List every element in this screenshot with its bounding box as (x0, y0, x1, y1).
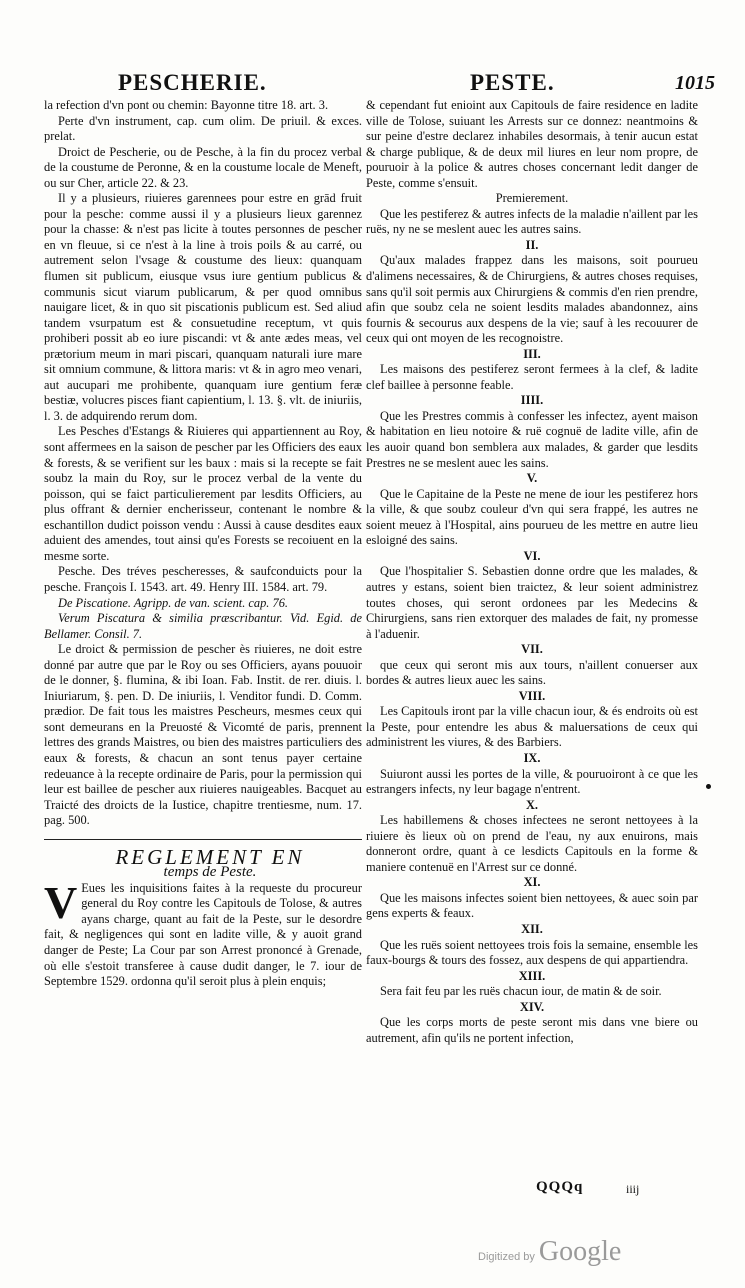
google-logo: Google (538, 1236, 622, 1267)
article-heading: IX. (523, 750, 541, 765)
section-subtitle: temps de Peste. (163, 864, 257, 881)
article-text: Qu'aux malades frappez dans les maisons, soit pourueu d'alimens necessaires, & de Chirurgiens, & autres choses requises, sans qu'il soit permis aux Chirurgiens & commis d'en rien prendre, afin que soubz cela ne soient lesdits malades abandonnez, ains fournis & secourus aux despens de la vie; sauf à les recouurer de ceux qui ont moyen de les recognoistre. (366, 253, 698, 346)
article-text: Que les ruës soient nettoyees trois fois la semaine, ensemble les faux-bourgs & tours des fossez, aux despens de qui appartiendra. (366, 937, 698, 968)
article-heading: VIII. (518, 688, 546, 703)
right-running-head: PESTE. (470, 70, 555, 95)
paragraph: Les Pesches d'Estangs & Riuieres qui appartiennent au Roy, sont affermees en la saison de pescher par les Officiers des eaux & forests, & se verifient sur les baux : mais si la recepte se fait soubz la main du Roy, sur le procez verbal de la vente du poisson, qui se faict particulierement par lesdits Officiers, au plus offrant & dernier encherisseur, contenant le nombre & eschantillon dudict poisson vendu : Aussi à cause desdites eaux aduient des amendes, tout ainsi qu'es Forests se recoiuent en la mesme sorte. (44, 424, 362, 563)
left-column (44, 98, 362, 990)
section-title: REGLEMENT EN (115, 844, 305, 869)
intro-paragraph: & cependant fut enioint aux Capitouls de faire residence en ladite ville de Tolose, suiuant les Arrests sur ce donnez: neantmoins & sur peine d'estre declarez inhabiles desormais, à tenir aucun estat & charge publique, & de deux mil liures en leur nom propre, de pouruoir à la police & autres choses concernant ledit danger de Peste, comme s'ensuit. (366, 98, 698, 190)
drop-cap: V (44, 876, 78, 928)
article-heading: IIII. (520, 393, 544, 408)
article-text: Les maisons des pestiferez seront fermees à la clef, & ladite clef baillee à personne feable. (366, 362, 698, 392)
catchword: QQQq (536, 1179, 584, 1195)
article-list (366, 191, 698, 1046)
article-text: Les Capitouls iront par la ville chacun iour, & és endroits où est la Peste, pour entendre les abus & maluersations de ceux qui administrent les viures, & des Barbiers. (366, 704, 698, 750)
reglement-text: Eues les inquisitions faites à la requeste du procureur general du Roy contre les Capitouls de Tolose, & autres ayans charge, quant au fait de la Peste, sur le desordre fait, & negligences qui sont en ladite ville, & y auoit grand danger de Peste; La Cour par son Arrest prononcé à Grenade, où elle s'estoit transferee à cause dudit danger, le 7. iour de Septembre 1529. ordonna qu'il seroit plus à plein enquis; (44, 880, 362, 989)
article-heading: VII. (521, 642, 543, 657)
page-number: 1015 (675, 72, 715, 94)
signature-mark: iiij (626, 1182, 640, 1196)
article-text: Suiuront aussi les portes de la ville, & pouruoiront à ce que les estrangers infects, ny leur bagage n'entrent. (366, 766, 698, 797)
paragraph: la refection d'vn pont ou chemin: Bayonne titre 18. art. 3. (44, 98, 329, 112)
article-heading: XII. (521, 921, 543, 936)
article-text: Que le Capitaine de la Peste ne mene de iour les pestiferez hors la ville, & que soubz couleur d'vn qui sera frappé, les autres ne soient meuez à l'Hospital, ains pourueu de les mettre en autre lieu esloigné des sains. (366, 486, 698, 548)
article-heading: III. (523, 346, 541, 361)
paragraph: Droict de Pescherie, ou de Pesche, à la fin du procez verbal de la coustume de Peronne, & en la coustume locale de Meneft, ou sur Cher, article 22. & 23. (44, 144, 362, 190)
watermark-prefix: Digitized by (478, 1251, 535, 1263)
left-running-head: PESCHERIE. (118, 70, 267, 95)
article-text: Que les maisons infectes soient bien nettoyees, & auec soin par gens experts & feaux. (366, 890, 698, 921)
article-text: Les habillemens & choses infectees ne seront nettoyees à la riuiere ès lieux où on prend de l'eau, ny aux enuirons, mais donneront ordre, quant à ce lesdicts Capitouls en la forme & maniere contenuë en l'Arrest sur ce donné. (366, 813, 698, 874)
citation: De Piscatione. Agripp. de van. scient. cap. 76. (58, 595, 288, 610)
article-heading: VI. (523, 548, 541, 563)
paragraph: Pesche. Des tréves pescheresses, & saufconduicts pour la pesche. François I. 1543. art. 49. Henry III. 1584. art. 79. (44, 564, 362, 594)
reglement-paragraph (44, 876, 362, 990)
article-text: Que l'hospitalier S. Sebastien donne ordre que les malades, & autres y estans, soient bien traictez, & leur soient administrez toutes choses, qui seront ordonees par les Medecins & Chirurgiens, sans rien extorquer des malades de fait, ny promesse à l'aduenir. (366, 564, 698, 641)
article-heading: V. (526, 471, 538, 486)
article-heading: X. (525, 797, 539, 812)
article-text: Sera fait feu par les ruës chacun iour, de matin & de soir. (380, 984, 662, 999)
article-heading: XIV. (519, 999, 545, 1014)
article-text: Que les corps morts de peste seront mis dans vne biere ou autrement, afin qu'ils ne portent infection, (366, 1015, 698, 1045)
article-heading: XI. (523, 875, 541, 890)
paragraph: Le droict & permission de pescher ès riuieres, ne doit estre donné par autre que par le Roy ou ses Officiers, ayans pouuoir de le donner, §. flumina, & ibi Ioan. Fab. Instit. de rer. diuis. l. Iniuriarum, §. pen. D. De iniuriis, l. Venditor fundi. D. Comm. prædior. De fait tous les maistres Pescheurs, mesmes ceux qui sont demeurans en la Preuosté & Vicomté de paris, prennent lettres des grands Maistres, ou bien des maistres particuliers des eaux & forests, & chacun an sont tenus payer certaine redeuance à la recepte ordinaire de Paris, pour la permission qui leur est baillee de pescher aux riuieres nauigeables. Bacquet au Traicté des droicts de la Iustice, chapitre trentiesme, num. 17. pag. 500. (44, 642, 362, 828)
article-text: que ceux qui seront mis aux tours, n'aillent conuerser aux bordes & autres lieux auec les sains. (366, 657, 698, 688)
google-watermark (478, 1236, 621, 1268)
article-text: Que les pestiferez & autres infects de la maladie n'aillent par les ruës, ny ne se meslent auec les autres sains. (366, 206, 698, 237)
article-heading: XIII. (518, 968, 546, 983)
article-text: Que les Prestres commis à confesser les infectez, ayent maison & habitation en lieu notoire & ruë cognuë de ladite ville, afin de les auoir quand bon semblera aux malades, & garder que lesdits Prestres ne se meslent auec les sains. (366, 408, 698, 470)
margin-dot (706, 784, 711, 789)
right-column (366, 98, 698, 1046)
section-rule (44, 839, 362, 840)
article-heading: II. (525, 237, 539, 252)
article-heading: Premierement. (495, 191, 569, 206)
paragraph: Il y a plusieurs, riuieres garennees pour estre en grād fruit pour la pesche: comme aussi il y a plusieurs lieux garennez pour la chasse: & n'est pas licite à toutes personnes de pescher en vn fleuue, si ce n'est à la line à trois poils & au carré, ou autrement selon l'vsage & coustume des lieux: quanquam flumen sit publicum, eiusque vsus iure gentium publicus & communis sicut viarum publicarum, & per quod omnibus nauigare licet, & in quo sit piscationis publicum est. Sed aliud tandem vsurpatum est & consuetudine receptum, vt quis prohiberi possit ab eo iure piscandi: vt & ante ædes meas, vel prætorium meum in mari piscari, quanquam naturali iure mare sit omnium commune, & littora maris: vt & in agro meo venari, aut aucupari me prohibente, quanquam iure gentium feræ bestiæ, volucres pisces fiant capientium, l. 13. §. vlt. de iniuriis, l. 3. de adquirendo rerum dom. (44, 191, 362, 423)
paragraph: Perte d'vn instrument, cap. cum olim. De priuil. & exces. prelat. (44, 113, 362, 144)
citation: Verum Piscatura & similia præscribantur. Vid. Egid. de Bellamer. Consil. 7. (44, 611, 362, 641)
